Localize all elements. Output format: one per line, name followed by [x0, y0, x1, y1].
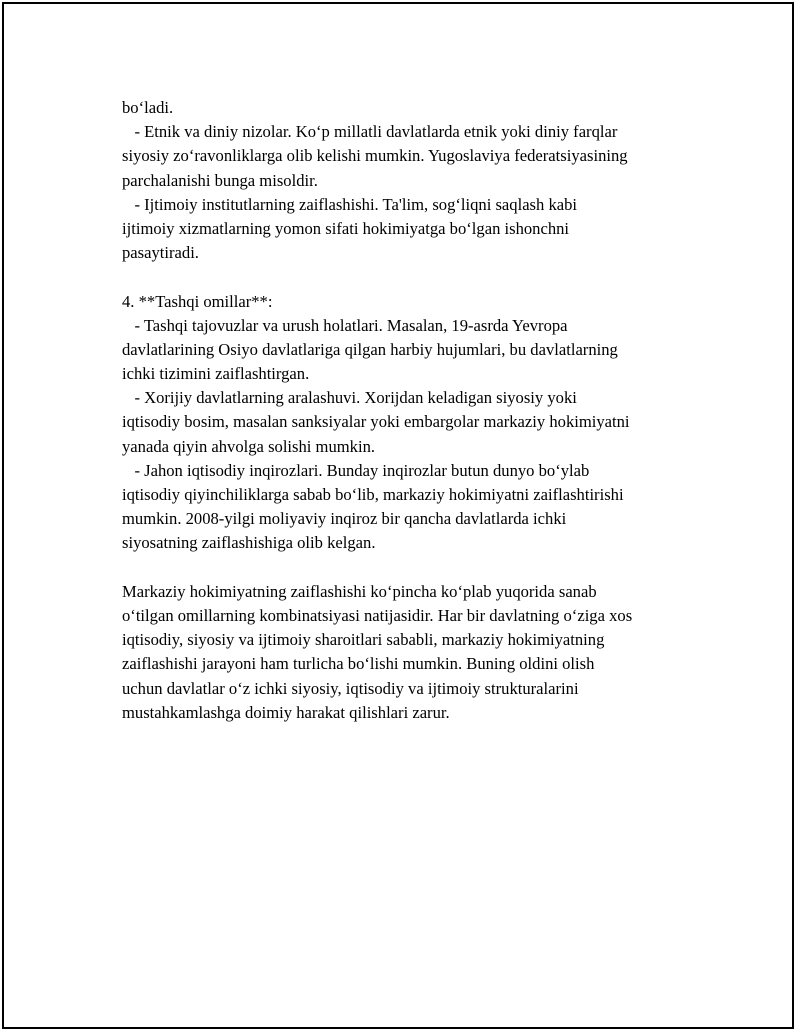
text-line: - Etnik va diniy nizolar. Ko‘p millatli davlatlarda etnik yoki diniy farqlar: [122, 122, 618, 142]
text-line: bo‘ladi.: [122, 98, 174, 117]
text-line: o‘tilgan omillarning kombinatsiyasi natijasidir. Har bir davlatning o‘ziga xos: [122, 605, 633, 625]
page-frame: [2, 2, 794, 1029]
text-line: - Tashqi tajovuzlar va urush holatlari. Masalan, 19-asrda Yevropa: [122, 315, 568, 335]
text-line: ijtimoiy xizmatlarning yomon sifati hokimiyatga bo‘lgan ishonchni: [122, 218, 570, 238]
text-line: Markaziy hokimiyatning zaiflashishi ko‘pincha ko‘plab yuqorida sanab: [122, 581, 597, 601]
text-line: siyosiy zo‘ravonliklarga olib kelishi mumkin. Yugoslaviya federatsiyasining: [122, 146, 628, 166]
text-line: - Jahon iqtisodiy inqirozlari. Bunday inqirozlar butun dunyo bo‘ylab: [122, 460, 590, 480]
document-body: [122, 96, 722, 725]
text-line: iqtisodiy, siyosiy va ijtimoiy sharoitlari sababli, markaziy hokimiyatning: [122, 630, 605, 650]
text-line: pasaytiradi.: [122, 243, 199, 263]
paragraph-gap: [122, 556, 722, 580]
text-line: iqtisodiy bosim, masalan sanksiyalar yoki embargolar markaziy hokimiyatni: [122, 412, 630, 432]
text-line: yanada qiyin ahvolga solishi mumkin.: [122, 436, 376, 456]
text-line: siyosatning zaiflashishiga olib kelgan.: [122, 533, 376, 553]
section-heading: 4. **Tashqi omillar**:: [122, 291, 273, 311]
text-line: uchun davlatlar o‘z ichki siyosiy, iqtisodiy va ijtimoiy strukturalarini: [122, 678, 579, 698]
text-line: zaiflashishi jarayoni ham turlicha bo‘lishi mumkin. Buning oldini olish: [122, 654, 595, 674]
text-line: davlatlarining Osiyo davlatlariga qilgan harbiy hujumlari, bu davlatlarning: [122, 339, 618, 359]
text-line: iqtisodiy qiyinchiliklarga sabab bo‘lib, markaziy hokimiyatni zaiflashtirishi: [122, 485, 624, 504]
text-line: - Xorijiy davlatlarning aralashuvi. Xorijdan keladigan siyosiy yoki: [122, 388, 577, 408]
paragraph-gap: [122, 265, 722, 289]
text-line: mumkin. 2008-yilgi moliyaviy inqiroz bir qancha davlatlarda ichki: [122, 509, 567, 529]
text-line: ichki tizimini zaiflashtirgan.: [122, 364, 310, 384]
text-line: - Ijtimoiy institutlarning zaiflashishi. Ta'lim, sog‘liqni saqlash kabi: [122, 194, 578, 214]
text-line: parchalanishi bunga misoldir.: [122, 170, 318, 190]
text-line: mustahkamlashga doimiy harakat qilishlari zarur.: [122, 702, 450, 722]
